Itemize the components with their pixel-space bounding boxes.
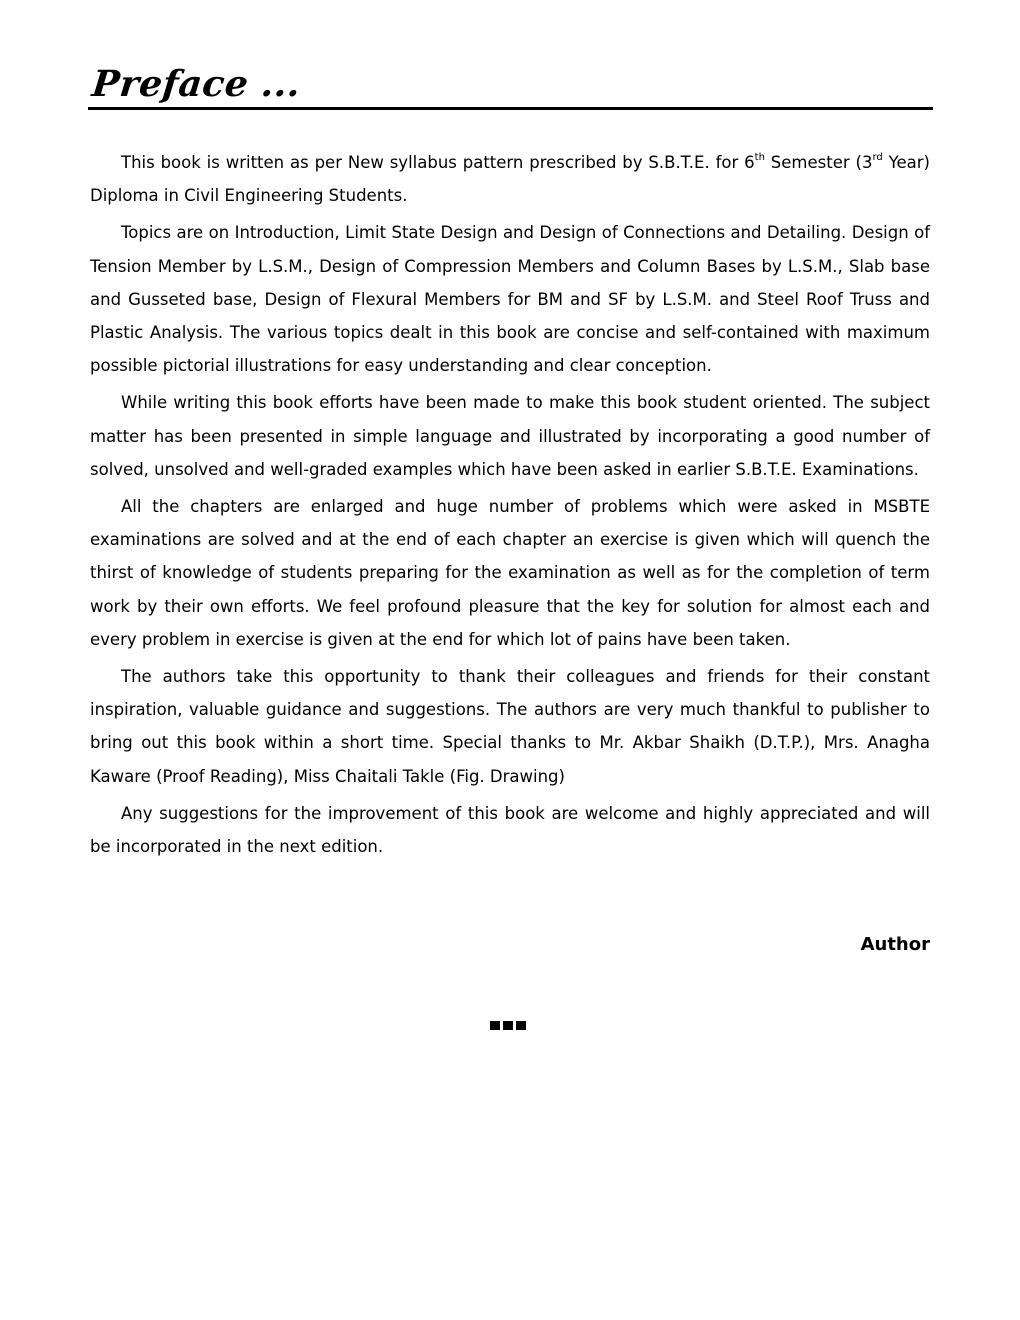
- end-square-icon: [490, 1021, 500, 1030]
- end-square-icon: [516, 1021, 526, 1030]
- paragraph-syllabus-text-a: This book is written as per New syllabus pattern prescribed by S.B.T.E. for 6: [121, 153, 755, 172]
- paragraph-syllabus: [90, 146, 930, 212]
- paragraph-acknowledgements: The authors take this opportunity to thank their colleagues and friends for their constant inspiration, valuable guidance and suggestions. The authors are very much thankful to publisher to bring out this book within a short time. Special thanks to Mr. Akbar Shaikh (D.T.P.), Mrs. Anagha Kaware (Proof Reading), Miss Chaitali Takle (Fig. Drawing): [90, 667, 930, 786]
- end-of-section-marker: [490, 1021, 526, 1030]
- title-underline: [88, 107, 933, 110]
- paragraph-syllabus-text-b: Semester (3: [764, 153, 873, 172]
- paragraph-syllabus-text-c: Year) Diploma in Civil Engineering Students.: [90, 153, 930, 206]
- page-title: Preface ...: [90, 63, 303, 105]
- superscript-rd: rd: [872, 152, 883, 163]
- preface-body: [90, 146, 930, 867]
- author-signature: Author: [860, 934, 930, 955]
- paragraph-chapters: All the chapters are enlarged and huge number of problems which were asked in MSBTE examinations are solved and at the end of each chapter an exercise is given which will quench the thirst of knowledge of students preparing for the examination as well as for the completion of term work by their own efforts. We feel profound pleasure that the key for solution for almost each and every problem in exercise is given at the end for which lot of pains have been taken.: [90, 497, 930, 649]
- paragraph-student-oriented: While writing this book efforts have been made to make this book student oriented. The subject matter has been presented in simple language and illustrated by incorporating a good number of solved, unsolved and well-graded examples which have been asked in earlier S.B.T.E. Examinations.: [90, 393, 930, 479]
- paragraph-topics: Topics are on Introduction, Limit State Design and Design of Connections and Detailing. Design of Tension Member by L.S.M., Design of Compression Members and Column Bases by L.S.M., Slab base and Gusseted base, Design of Flexural Members for BM and SF by L.S.M. and Steel Roof Truss and Plastic Analysis. The various topics dealt in this book are concise and self-contained with maximum possible pictorial illustrations for easy understanding and clear conception.: [90, 223, 930, 376]
- superscript-th: th: [754, 152, 765, 163]
- end-square-icon: [503, 1021, 513, 1030]
- paragraph-suggestions: Any suggestions for the improvement of this book are welcome and highly appreciated and will be incorporated in the next edition.: [90, 803, 930, 857]
